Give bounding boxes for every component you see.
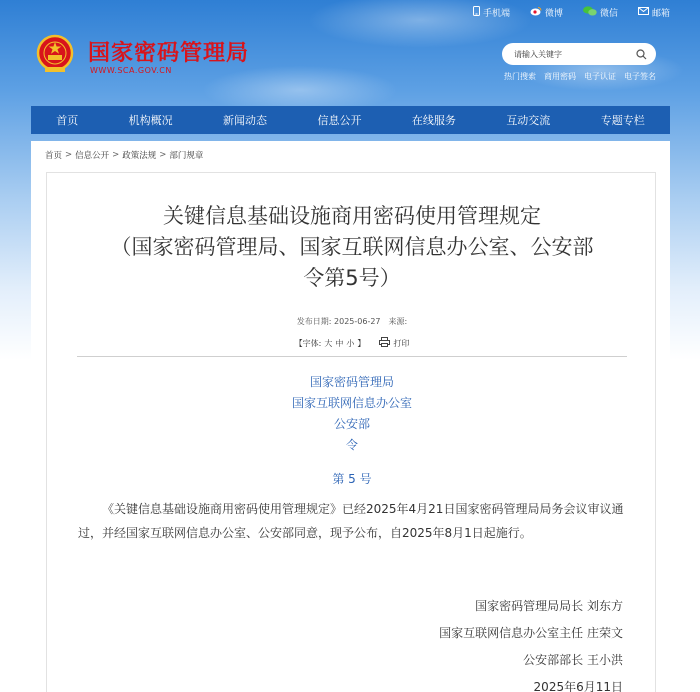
article-body: 《关键信息基础设施商用密码使用管理规定》已经2025年4月21日国家密码管理局局务会议审议通过，并经国家互联网信息办公室、公安部同意，现予公布，自2025年8月1日起施行。	[78, 502, 624, 540]
issuing-authorities	[47, 372, 657, 456]
nav-item-interaction[interactable]: 互动交流	[506, 114, 551, 127]
signature-date: 2025年6月11日	[533, 680, 623, 692]
top-link-label: 微博	[544, 9, 563, 19]
font-size-close: 】	[357, 338, 366, 348]
issuer-line: 公安部	[333, 417, 370, 431]
publish-date: 2025-06-27	[334, 317, 381, 326]
national-emblem-icon	[36, 34, 74, 74]
date-label: 发布日期:	[296, 317, 332, 326]
hot-search-label: 热门搜索	[504, 72, 536, 81]
issuer-line: 国家互联网信息办公室	[291, 396, 412, 410]
wechat-icon	[583, 6, 597, 19]
content-panel	[31, 141, 670, 692]
weibo-icon	[530, 6, 542, 19]
breadcrumb	[45, 149, 203, 161]
print-button[interactable]	[379, 337, 409, 349]
signature-line: 国家互联网信息办公室主任 庄荣文	[439, 626, 623, 640]
document-number: 第 5 号	[332, 472, 372, 486]
top-link-label: 邮箱	[651, 9, 670, 19]
font-size-small[interactable]: 小	[346, 338, 355, 348]
nav-item-disclosure[interactable]: 信息公开	[317, 114, 362, 127]
top-link-wechat[interactable]	[583, 6, 618, 19]
breadcrumb-item[interactable]: 信息公开	[75, 151, 110, 161]
search-icon[interactable]	[634, 47, 648, 61]
title-line: 令第5号）	[303, 266, 401, 290]
title-line: 关键信息基础设施商用密码使用管理规定	[163, 204, 541, 228]
hot-word-link[interactable]: 电子认证	[584, 72, 616, 81]
nav-item-topics[interactable]: 专题专栏	[600, 114, 645, 127]
breadcrumb-item[interactable]: 部门规章	[169, 151, 204, 161]
breadcrumb-separator: >	[65, 150, 73, 160]
font-size-label: 【字体:	[294, 338, 322, 348]
hot-word-link[interactable]: 电子签名	[624, 72, 656, 81]
nav-item-services[interactable]: 在线服务	[411, 114, 456, 127]
top-link-mail[interactable]	[638, 6, 670, 19]
nav-item-home[interactable]: 首页	[56, 114, 79, 127]
issuer-line: 令	[345, 438, 358, 452]
source-label: 来源:	[388, 317, 408, 326]
mail-icon	[638, 7, 649, 18]
article-meta	[47, 316, 657, 327]
breadcrumb-item[interactable]: 首页	[45, 151, 63, 161]
top-link-label: 微信	[599, 9, 618, 19]
main-nav	[31, 106, 670, 134]
print-label: 打印	[393, 338, 410, 348]
breadcrumb-item[interactable]: 政策法规	[122, 151, 157, 161]
signature-line: 公安部部长 王小洪	[523, 653, 623, 667]
hot-word-link[interactable]: 商用密码	[544, 72, 576, 81]
breadcrumb-separator: >	[112, 150, 120, 160]
issuer-line: 国家密码管理局	[309, 375, 394, 389]
font-size-large[interactable]: 大	[324, 338, 333, 348]
site-name[interactable]: 国家密码管理局	[88, 41, 250, 66]
signature-line: 国家密码管理局局长 刘东方	[475, 599, 623, 613]
title-divider	[77, 356, 627, 357]
article-title	[47, 201, 657, 294]
signatures	[439, 593, 623, 692]
article	[46, 172, 656, 692]
font-size-medium[interactable]: 中	[335, 338, 344, 348]
top-link-weibo[interactable]	[530, 6, 563, 19]
hot-search-words	[504, 71, 656, 82]
article-tools	[47, 337, 657, 349]
mobile-icon	[473, 6, 480, 19]
search-input[interactable]	[514, 50, 634, 59]
nav-item-about[interactable]: 机构概况	[128, 114, 173, 127]
title-line: （国家密码管理局、国家互联网信息办公室、公安部	[110, 235, 594, 259]
site-url: WWW.SCA.GOV.CN	[90, 66, 172, 75]
breadcrumb-separator: >	[159, 150, 167, 160]
nav-item-news[interactable]: 新闻动态	[223, 114, 268, 127]
top-link-label: 手机端	[482, 9, 510, 19]
top-utility-links	[473, 6, 670, 19]
font-size-switcher	[295, 338, 366, 349]
search-box	[502, 43, 656, 65]
top-link-mobile[interactable]	[473, 6, 510, 19]
printer-icon	[379, 337, 390, 349]
